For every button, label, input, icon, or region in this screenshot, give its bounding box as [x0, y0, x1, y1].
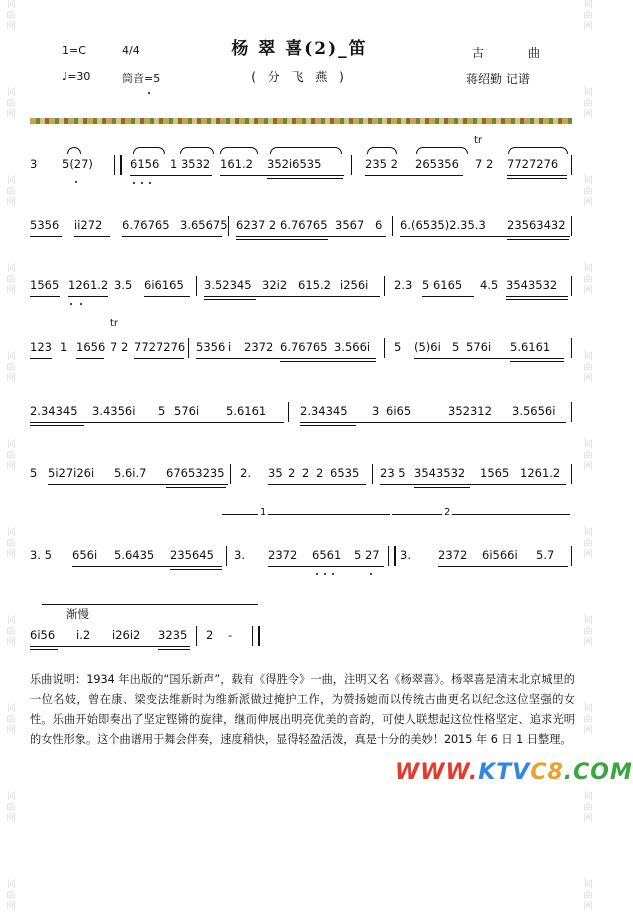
beam [507, 239, 569, 240]
note: 1261.2 [520, 466, 561, 480]
trill-mark: tr [110, 318, 119, 329]
beam [158, 649, 190, 650]
note: 6i65 [386, 404, 412, 418]
note: 1 [60, 340, 68, 354]
octave-dot [370, 573, 372, 575]
note: 5 [452, 340, 460, 354]
right-watermark: 词 曲 网 词 曲 网 词 曲 网 词 曲 网 词 曲 网 词 曲 网 词 曲 网 词 曲 网 词 曲 网 词 曲 网 词 曲 网 [583, 0, 593, 912]
note: 123 [30, 340, 52, 354]
beam [130, 175, 212, 176]
barline [571, 464, 572, 484]
beam [30, 646, 190, 647]
beam [30, 358, 52, 359]
tempo-marking: ♩=30 [62, 70, 91, 83]
score-row-7 [30, 548, 575, 570]
beam [506, 299, 568, 300]
note: 2372 [438, 548, 468, 562]
slur [133, 147, 165, 154]
beam [48, 484, 228, 485]
note: 235 2 [365, 157, 398, 171]
note: 2. [240, 466, 251, 480]
barline [571, 546, 572, 566]
score-row-3 [30, 278, 575, 300]
octave-dot [70, 303, 72, 305]
note: 1261.2 [68, 278, 109, 292]
note: 1565 [30, 278, 60, 292]
note: 235645 [170, 548, 214, 562]
logo-part: KTV [478, 760, 531, 785]
logo-part: C8 [530, 760, 564, 785]
barline [571, 155, 572, 175]
note: 6i56 [30, 628, 56, 642]
beam [204, 299, 256, 300]
rit-extension-line [42, 604, 258, 605]
beam [267, 178, 343, 179]
volta-bracket-1 [222, 514, 390, 515]
note: 6.76765 [280, 218, 328, 232]
note: i256i [340, 278, 369, 292]
decorative-banner [30, 118, 572, 124]
slur [67, 147, 81, 154]
score-row-8 [30, 607, 575, 650]
genre-label: 古 [472, 46, 485, 60]
note: 6237 2 [236, 218, 277, 232]
fingering-note: 筒音=5 [122, 72, 161, 85]
note: 7 2 [475, 157, 494, 171]
beam [236, 236, 386, 237]
slur [416, 147, 468, 154]
barline [571, 338, 572, 358]
score-row-6 [30, 466, 575, 488]
note: 3235 [158, 628, 188, 642]
beam [144, 296, 190, 297]
slur [220, 147, 258, 154]
note: i [228, 340, 232, 354]
barline [230, 464, 231, 484]
time-signature: 4/4 [122, 44, 140, 57]
note: 3. 5 [30, 548, 52, 562]
trill-mark: tr [474, 135, 483, 146]
beam [510, 361, 564, 362]
score-subtitle: ( 分 飞 燕 ) [251, 70, 348, 84]
note: 67653235 [166, 466, 225, 480]
fingering-dot [148, 92, 150, 94]
beam [30, 296, 60, 297]
note: 5 27 [354, 548, 380, 562]
barline [228, 216, 229, 236]
beam [438, 566, 568, 567]
repeat-end [388, 546, 396, 566]
note: 3.5656i [512, 404, 556, 418]
note: 2 [206, 628, 214, 642]
note: 5 [158, 404, 166, 418]
site-logo [395, 760, 633, 790]
repeat-start [114, 155, 122, 175]
barline [392, 216, 393, 236]
beam [280, 361, 376, 362]
score-row-2 [30, 218, 575, 240]
octave-dot [332, 573, 334, 575]
note: 3. [234, 548, 245, 562]
note: 1565 [480, 466, 510, 480]
note: 615.2 [298, 278, 331, 292]
beam [68, 296, 108, 297]
note: 5.6i.7 [114, 466, 147, 480]
note: 6561 [312, 548, 342, 562]
note: 5i27i26i [48, 466, 95, 480]
beam [365, 175, 463, 176]
beam [204, 296, 380, 297]
note: 5 [394, 340, 402, 354]
beam [422, 296, 474, 297]
octave-dot [149, 182, 151, 184]
note: 2 [316, 466, 324, 480]
note: 5 6165 [422, 278, 463, 292]
note: 576i [174, 404, 200, 418]
slur [508, 147, 568, 154]
note: 6156 [130, 157, 160, 171]
beam [414, 487, 470, 488]
note: 1 3532 [170, 157, 211, 171]
note: 576i [466, 340, 492, 354]
note: 3.5 [114, 278, 133, 292]
final-barline [252, 626, 260, 646]
logo-part: WWW. [395, 760, 479, 785]
slur [180, 147, 214, 154]
tempo-change-mark: 渐慢 [66, 607, 89, 621]
beam [400, 236, 570, 237]
octave-dot [141, 182, 143, 184]
note: 3 [30, 157, 38, 171]
left-watermark: 词 曲 网 词 曲 网 词 曲 网 词 曲 网 词 曲 网 词 曲 网 词 曲 网 词 曲 网 词 曲 网 词 曲 网 词 曲 网 [6, 0, 16, 912]
note: 5.6161 [510, 340, 551, 354]
barline [351, 155, 352, 175]
beam [30, 422, 284, 423]
barline [571, 402, 572, 422]
note: 3.566i [334, 340, 371, 354]
octave-dot [324, 573, 326, 575]
note: 352i6535 [267, 157, 322, 171]
note: 656i [72, 548, 98, 562]
note: 2372 [244, 340, 274, 354]
beam [170, 569, 222, 570]
beam [74, 236, 110, 237]
note: 2372 [268, 548, 298, 562]
score-row-1 [30, 135, 575, 179]
note: 4.5 [480, 278, 499, 292]
note: 6.76765 [280, 340, 328, 354]
note: 2.34345 [30, 404, 78, 418]
beam [166, 487, 226, 488]
barline [196, 276, 197, 296]
note: 7727276 [134, 340, 186, 354]
note: 23563432 [507, 218, 566, 232]
note: 7727276 [507, 157, 559, 171]
beam [507, 175, 567, 176]
beam [196, 358, 376, 359]
barline [288, 402, 289, 422]
note: - [228, 628, 233, 642]
note: 35 [268, 466, 283, 480]
barline [372, 464, 373, 484]
note: ii272 [74, 218, 103, 232]
note: 3.65675 [180, 218, 228, 232]
octave-dot [316, 573, 318, 575]
barline [571, 276, 572, 296]
volta-bracket-2 [392, 514, 570, 515]
key-signature: 1=C [62, 44, 86, 57]
note: 3 [372, 404, 380, 418]
note: 265356 [415, 157, 459, 171]
note: 3.4356i [92, 404, 136, 418]
volta-label-1: 1 [260, 507, 267, 518]
beam [414, 358, 564, 359]
score-row-5 [30, 404, 575, 426]
transcriber-credit: 蒋绍勤 记谱 [466, 72, 530, 86]
barline [384, 276, 385, 296]
beam [300, 425, 356, 426]
note: 6535 [330, 466, 360, 480]
octave-dot [75, 181, 77, 183]
beam [134, 358, 184, 359]
beam [220, 175, 344, 176]
note: 2 [302, 466, 310, 480]
note: 5 [30, 466, 38, 480]
beam [30, 425, 84, 426]
barline [196, 626, 197, 646]
beam [76, 358, 104, 359]
note: 1656 [76, 340, 106, 354]
note: 7 2 [110, 340, 129, 354]
note: 2.3 [394, 278, 413, 292]
octave-dot [80, 303, 82, 305]
barline [226, 546, 227, 566]
slur [367, 147, 397, 154]
note: 23 5 [380, 466, 406, 480]
note: (5)6i [414, 340, 441, 354]
note: 6.(6535)2.35.3 [400, 218, 486, 232]
note: 5.7 [536, 548, 555, 562]
note: 6 [375, 218, 383, 232]
slur [270, 147, 342, 154]
note: 5356 [30, 218, 60, 232]
logo-part: .COM [563, 760, 633, 785]
barline [571, 216, 572, 236]
note: 5(27) [62, 157, 93, 171]
note: 6i6165 [144, 278, 184, 292]
octave-dot [133, 182, 135, 184]
note: 161.2 [220, 157, 253, 171]
note: i26i2 [112, 628, 141, 642]
note: i.2 [76, 628, 91, 642]
beam [122, 236, 222, 237]
volta-label-2: 2 [444, 507, 451, 518]
beam [380, 484, 566, 485]
barline [384, 338, 385, 358]
note: 352312 [448, 404, 492, 418]
beam [268, 566, 384, 567]
beam [30, 236, 62, 237]
note: 3543532 [414, 466, 466, 480]
note: 3. [400, 548, 411, 562]
note: 2.34345 [300, 404, 348, 418]
note: 5.6161 [226, 404, 267, 418]
score-title: 杨 翠 喜(2)_笛 [231, 39, 368, 59]
note: 6.76765 [122, 218, 170, 232]
note: 3567 [335, 218, 365, 232]
barline [188, 338, 189, 358]
beam [236, 239, 328, 240]
note: 3543532 [506, 278, 558, 292]
note: 32i2 [262, 278, 288, 292]
score-row-4 [30, 318, 575, 362]
beam [506, 296, 568, 297]
note: 5.6435 [114, 548, 155, 562]
genre-label-2: 曲 [528, 46, 541, 60]
music-description: 乐曲说明：1934 年出版的“国乐新声”，载有《得胜令》一曲，注明又名《杨翠喜》。杨翠喜是清末北京城里的一位名妓，曾在康、梁变法维新时为维新派做过掩护工作，为赞扬她而以传统古曲更名以纪念这位坚强的女性。乐曲开始即奏出了坚定铿锵的旋律，继而伸展出明亮优美的音韵，可使人联想起这位性格坚定、追求光明的女性形象。这个曲谱用于舞会伴奏，速度稍快，显得轻盈活泼，真是十分的美妙！2015 年 6 日 1 日整理。 [30, 673, 575, 746]
beam [507, 178, 567, 179]
note: 6i566i [482, 548, 518, 562]
note: 3.52345 [204, 278, 252, 292]
beam [268, 484, 366, 485]
note: 2 [288, 466, 296, 480]
beam [300, 422, 566, 423]
beam [72, 566, 222, 567]
note: 5356 [196, 340, 226, 354]
beam [30, 649, 58, 650]
